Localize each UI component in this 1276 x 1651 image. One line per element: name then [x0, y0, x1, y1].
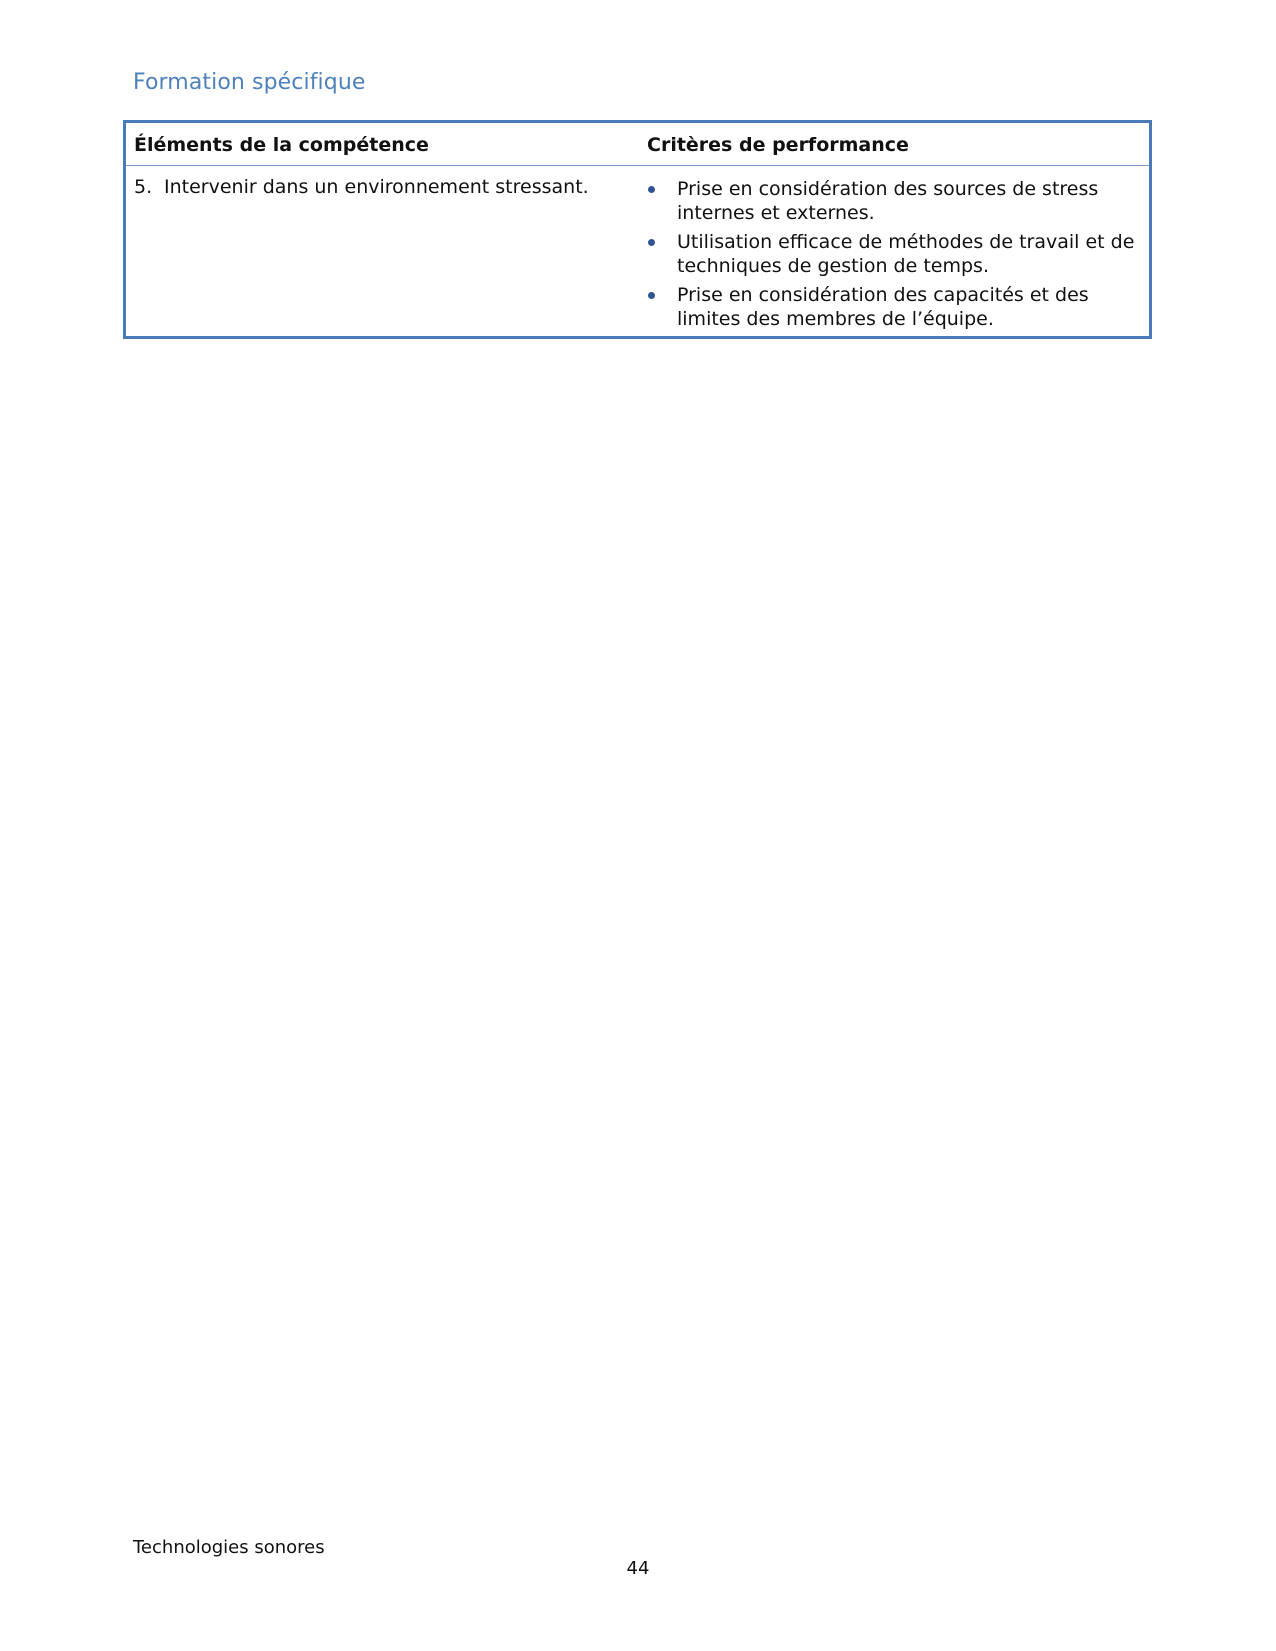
page-number: 44 [626, 1558, 650, 1579]
criteria-item [647, 283, 1137, 331]
criteria-text: Prise en considération des sources de stress internes et externes. [677, 178, 1099, 224]
criteria-list [647, 177, 1137, 336]
criteria-item [647, 230, 1137, 278]
criteria-text: Prise en considération des capacités et des limites des membres de l’équipe. [677, 284, 1089, 330]
bullet-icon [648, 239, 655, 246]
criteria-item [647, 177, 1137, 225]
element-number: 5. [134, 176, 153, 198]
header-elements: Éléments de la compétence [134, 134, 429, 156]
element-text: Intervenir dans un environnement stressant. [164, 176, 589, 198]
competence-table [123, 120, 1152, 339]
element-cell [134, 176, 589, 198]
criteria-text: Utilisation efficace de méthodes de travail et de techniques de gestion de temps. [677, 231, 1135, 277]
section-title: Formation spécifique [133, 70, 366, 95]
bullet-icon [648, 186, 655, 193]
header-criteria: Critères de performance [647, 134, 909, 156]
table-header-row [126, 123, 1149, 166]
footer-document-title: Technologies sonores [133, 1537, 325, 1558]
bullet-icon [648, 292, 655, 299]
